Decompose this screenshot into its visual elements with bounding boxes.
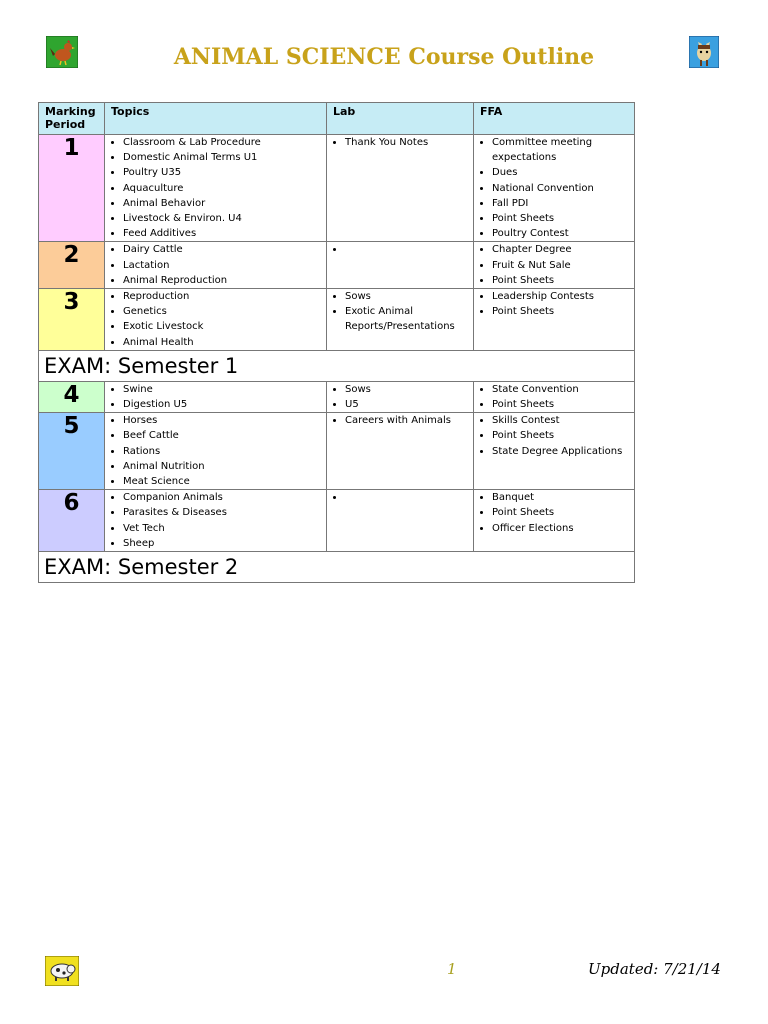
topics-list [105, 135, 326, 241]
marking-period-3: 3 [39, 289, 105, 351]
table-row [39, 490, 635, 552]
list-item: • Exotic Animal Reports/Presentations [345, 304, 473, 334]
ffa-cell [474, 381, 635, 412]
lab-cell [327, 413, 474, 490]
exam-row-semester-1 [39, 350, 635, 381]
pig-logo-icon [45, 956, 79, 986]
list-item: • Classroom & Lab Procedure [123, 135, 326, 150]
lab-list [327, 382, 473, 412]
list-item: • Companion Animals [123, 490, 326, 505]
list-item: • Banquet [492, 490, 634, 505]
topics-cell [105, 413, 327, 490]
ffa-list [474, 490, 634, 536]
topics-list [105, 382, 326, 412]
list-item: • Sows [345, 289, 473, 304]
exam-semester-1: EXAM: Semester 1 [39, 350, 635, 381]
table-row [39, 242, 635, 289]
list-item: • Rations [123, 444, 326, 459]
list-item: • State Degree Applications [492, 444, 634, 459]
list-item: • Aquaculture [123, 181, 326, 196]
list-item: • Domestic Animal Terms U1 [123, 150, 326, 165]
topics-list [105, 242, 326, 288]
topics-cell [105, 490, 327, 552]
exam-semester-2: EXAM: Semester 2 [39, 552, 635, 583]
list-item: • Animal Reproduction [123, 273, 326, 288]
lab-cell [327, 490, 474, 552]
topics-list [105, 289, 326, 350]
list-item: • Fruit & Nut Sale [492, 258, 634, 273]
topics-cell [105, 381, 327, 412]
list-item: • Horses [123, 413, 326, 428]
lab-list [327, 289, 473, 335]
ffa-cell [474, 135, 635, 242]
list-item: • Chapter Degree [492, 242, 634, 257]
list-item: • Livestock & Environ. U4 [123, 211, 326, 226]
table-header-row [39, 103, 635, 135]
list-item: • Vet Tech [123, 521, 326, 536]
topics-cell [105, 242, 327, 289]
list-item: • Fall PDI [492, 196, 634, 211]
list-item: • Feed Additives [123, 226, 326, 241]
ffa-cell [474, 413, 635, 490]
topics-list [105, 490, 326, 551]
lab-cell [327, 289, 474, 351]
list-item: • Exotic Livestock [123, 319, 326, 334]
lab-list [327, 135, 473, 150]
list-item: • Point Sheets [492, 505, 634, 520]
list-item: • National Convention [492, 181, 634, 196]
list-item: • Lactation [123, 258, 326, 273]
list-item: • Animal Nutrition [123, 459, 326, 474]
ffa-list [474, 413, 634, 459]
list-item: • Animal Behavior [123, 196, 326, 211]
list-item [345, 242, 473, 257]
header-marking-period: Marking Period [39, 103, 105, 135]
list-item: • Leadership Contests [492, 289, 634, 304]
lab-cell [327, 381, 474, 412]
list-item: • Point Sheets [492, 428, 634, 443]
list-item: • Sows [345, 382, 473, 397]
exam-row-semester-2 [39, 552, 635, 583]
list-item: • Point Sheets [492, 304, 634, 319]
table-row [39, 289, 635, 351]
marking-period-1: 1 [39, 135, 105, 242]
list-item: • Committee meeting expectations [492, 135, 634, 165]
list-item: • State Convention [492, 382, 634, 397]
lab-list [327, 413, 473, 428]
list-item: • Poultry U35 [123, 165, 326, 180]
list-item: • Animal Health [123, 335, 326, 350]
ffa-list [474, 135, 634, 241]
ffa-cell [474, 490, 635, 552]
list-item: • Careers with Animals [345, 413, 473, 428]
list-item: • Beef Cattle [123, 428, 326, 443]
table-row [39, 413, 635, 490]
list-item: • Skills Contest [492, 413, 634, 428]
list-item: • Point Sheets [492, 397, 634, 412]
list-item: • U5 [345, 397, 473, 412]
header-lab: Lab [327, 103, 474, 135]
header-topics: Topics [105, 103, 327, 135]
page-title: ANIMAL SCIENCE Course Outline [173, 44, 595, 70]
table-row [39, 381, 635, 412]
ffa-list [474, 289, 634, 319]
marking-period-4: 4 [39, 381, 105, 412]
marking-period-2: 2 [39, 242, 105, 289]
list-item: • Thank You Notes [345, 135, 473, 150]
list-item: • Point Sheets [492, 211, 634, 226]
horse-logo-icon [689, 36, 719, 68]
list-item: • Meat Science [123, 474, 326, 489]
lab-cell [327, 135, 474, 242]
list-item [345, 490, 473, 505]
list-item: • Reproduction [123, 289, 326, 304]
list-item: • Parasites & Diseases [123, 505, 326, 520]
table-row [39, 135, 635, 242]
list-item: • Swine [123, 382, 326, 397]
list-item: • Digestion U5 [123, 397, 326, 412]
ffa-cell [474, 289, 635, 351]
list-item: • Genetics [123, 304, 326, 319]
marking-period-5: 5 [39, 413, 105, 490]
lab-list [327, 490, 473, 505]
updated-date: Updated: 7/21/14 [588, 960, 721, 978]
topics-cell [105, 135, 327, 242]
marking-period-6: 6 [39, 490, 105, 552]
list-item: • Dairy Cattle [123, 242, 326, 257]
lab-cell [327, 242, 474, 289]
list-item: • Officer Elections [492, 521, 634, 536]
ffa-list [474, 382, 634, 412]
topics-cell [105, 289, 327, 351]
list-item: • Point Sheets [492, 273, 634, 288]
page-number: 1 [447, 960, 457, 978]
ffa-cell [474, 242, 635, 289]
list-item: • Sheep [123, 536, 326, 551]
list-item: • Dues [492, 165, 634, 180]
list-item: • Poultry Contest [492, 226, 634, 241]
header-ffa: FFA [474, 103, 635, 135]
lab-list [327, 242, 473, 257]
topics-list [105, 413, 326, 489]
ffa-list [474, 242, 634, 288]
course-outline-table [38, 102, 635, 583]
